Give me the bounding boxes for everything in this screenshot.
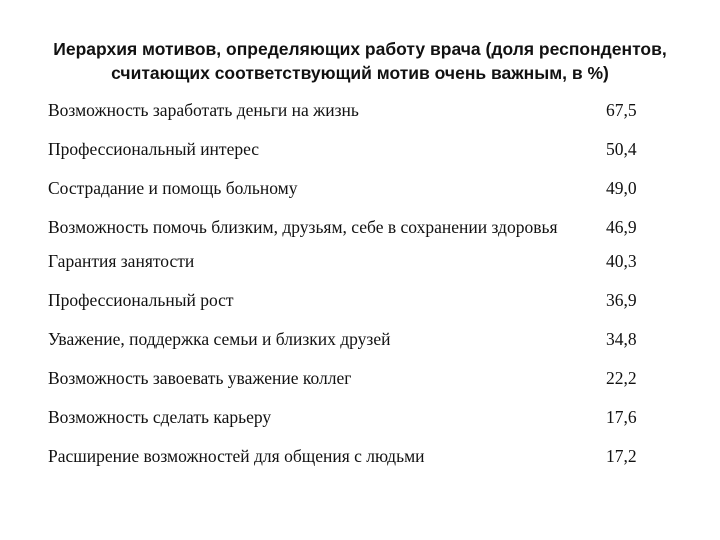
table-row	[48, 99, 680, 121]
row-value: 17,6	[606, 407, 637, 427]
row-value: 17,2	[606, 446, 637, 466]
table-row	[48, 138, 680, 160]
table-row	[48, 177, 680, 199]
row-value: 34,8	[606, 329, 637, 349]
table-row	[48, 289, 680, 311]
motives-table	[48, 99, 680, 484]
row-value: 46,9	[606, 217, 637, 237]
table-row	[48, 367, 680, 389]
row-value: 49,0	[606, 178, 637, 198]
page-title	[30, 37, 690, 85]
row-label: Сострадание и помощь больному	[48, 178, 298, 198]
row-label: Возможность завоевать уважение коллег	[48, 368, 352, 388]
row-label: Профессиональный рост	[48, 290, 234, 310]
row-value: 50,4	[606, 139, 637, 159]
table-row	[48, 328, 680, 350]
title-line-2: считающих соответствующий мотив очень важным, в %)	[111, 63, 609, 83]
row-value: 22,2	[606, 368, 637, 388]
row-label: Уважение, поддержка семьи и близких друзей	[48, 329, 391, 349]
row-value: 67,5	[606, 100, 637, 120]
row-value: 36,9	[606, 290, 637, 310]
table-row	[48, 250, 680, 272]
title-line-1: Иерархия мотивов, определяющих работу врача (доля респондентов,	[53, 39, 667, 59]
table-row	[48, 216, 680, 238]
row-label: Гарантия занятости	[48, 251, 195, 271]
row-label: Возможность помочь близким, друзьям, себе в сохранении здоровья	[48, 217, 558, 237]
row-label: Возможность сделать карьеру	[48, 407, 272, 427]
row-label: Профессиональный интерес	[48, 139, 260, 159]
table-row	[48, 445, 680, 467]
table-row	[48, 406, 680, 428]
row-label: Возможность заработать деньги на жизнь	[48, 100, 359, 120]
row-label: Расширение возможностей для общения с людьми	[48, 446, 425, 466]
row-value: 40,3	[606, 251, 637, 271]
